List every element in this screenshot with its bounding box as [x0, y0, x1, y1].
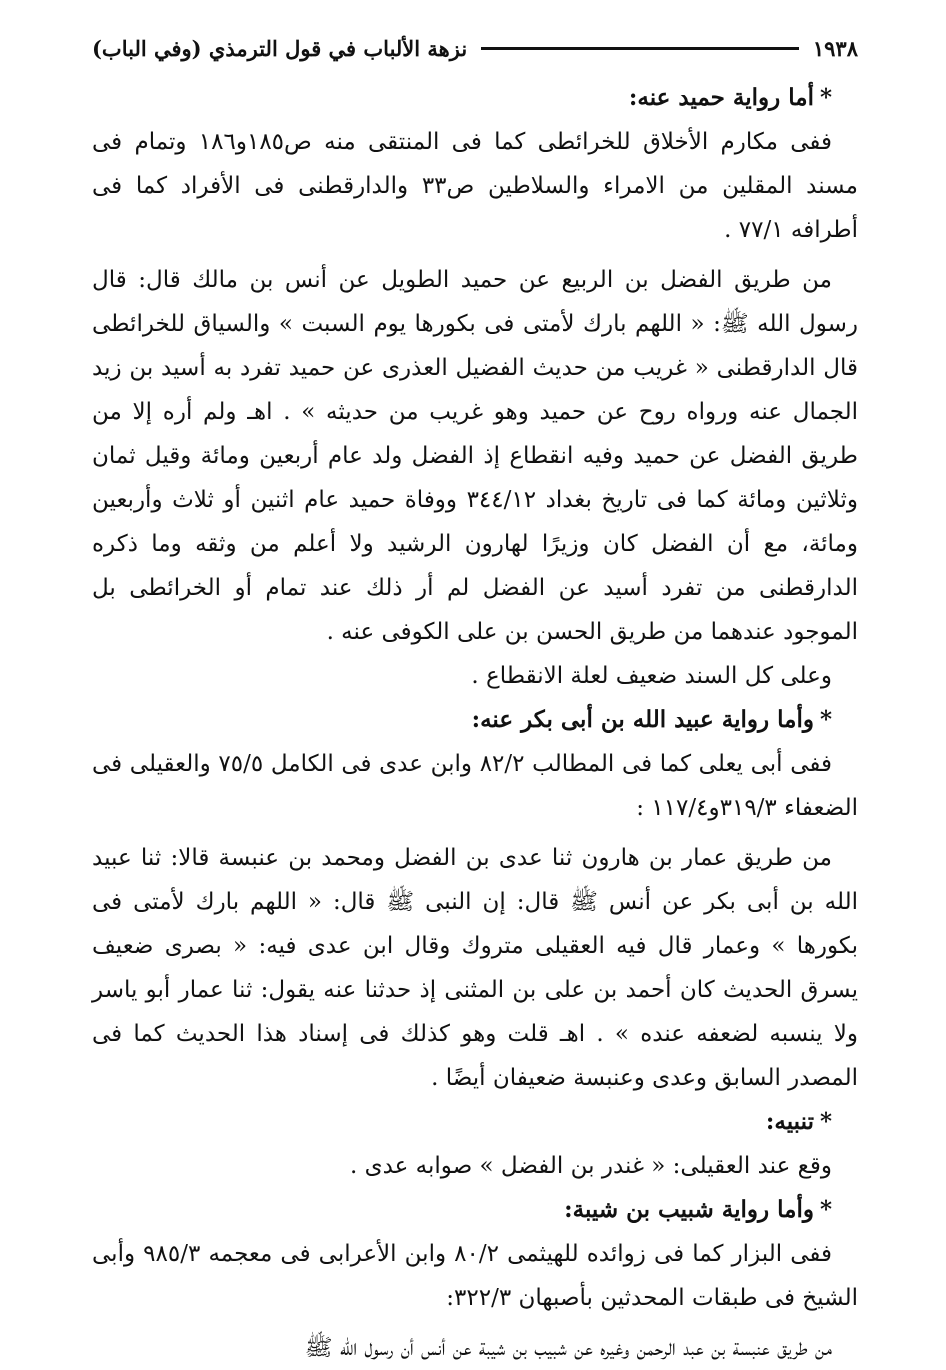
star-marker: *: [819, 1196, 832, 1223]
page-body: [92, 76, 858, 1370]
paragraph: ففى البزار كما فى زوائده للهيثمى ٨٠/٢ وابن الأعرابى فى معجمه ٩٨٥/٣ وأبى الشيخ فى طبقات المحدثين بأصبهان ٣٢٢/٣:: [92, 1241, 858, 1311]
paragraph: ففى مكارم الأخلاق للخرائطى كما فى المنتقى منه ص١٨٥و١٨٦ وتمام فى مسند المقلين من الامراء والسلاطين ص٣٣ والدارقطنى فى الأفراد كما فى أطرافه ٧٧/١ .: [92, 129, 858, 243]
page-header: [92, 30, 858, 66]
paragraph: وعلى كل السند ضعيف لعلة الانقطاع .: [471, 663, 832, 689]
section-heading: *وأما رواية عبيد الله بن أبى بكر عنه:: [471, 706, 832, 733]
star-marker: *: [819, 84, 832, 111]
paragraph: من طريق عنبسة بن عبد الرحمن وغيره عن شبيب بن شيبة عن أنس أن رسول الله ﷺ: [304, 1335, 832, 1361]
running-title: نزهة الألباب في قول الترمذي (وفي الباب): [92, 35, 468, 61]
section-heading: *أما رواية حميد عنه:: [628, 84, 832, 111]
paragraph: من طريق الفضل بن الربيع عن حميد الطويل عن أنس بن مالك قال: قال رسول الله ﷺ: « اللهم بارك لأمتى فى بكورها يوم السبت » والسياق للخرائطى قال الدارقطنى « غريب من حديث الفضيل العذرى عن حميد تفرد به أسيد بن زيد الجمال عنه ورواه روح عن حميد وهو غريب من حديثه » . اهـ ولم أره إلا من طريق الفضل عن حميد وفيه انقطاع إذ الفضل ولد عام أربعين ومائة وقيل ثمان وثلاثين ومائة كما فى تاريخ بغداد ٣٤٤/١٢ ووفاة حميد عام اثنين أو ثلاث وأربعين ومائة، مع أن الفضل كان وزيرًا لهارون الرشيد ولا أعلم من وثقه وما ذكره الدارقطنى من تفرد أسيد عن الفضل لم أر ذلك عند تمام أو الخرائطى بل الموجود عندهما من طريق الحسن بن على الكوفى عنه .: [92, 267, 858, 645]
section-heading: *تنبيه:: [765, 1108, 832, 1135]
paragraph: وقع عند العقيلى: « غندر بن الفضل » صوابه عدى .: [349, 1153, 832, 1179]
star-marker: *: [819, 706, 832, 733]
section-heading: *وأما رواية شبيب بن شيبة:: [564, 1196, 832, 1223]
paragraph: ففى أبى يعلى كما فى المطالب ٨٢/٢ وابن عدى فى الكامل ٧٥/٥ والعقيلى فى الضعفاء ٣١٩/٣و١١٧/٤ :: [92, 751, 858, 821]
page-number: ١٩٣٨: [812, 35, 858, 61]
star-marker: *: [819, 1108, 832, 1135]
paragraph: من طريق عمار بن هارون ثنا عدى بن الفضل ومحمد بن عنبسة قالا: ثنا عبيد الله بن أبى بكر عن أنس ﷺ قال: إن النبى ﷺ قال: « اللهم بارك لأمتى فى بكورها » وعمار قال فيه العقيلى متروك وقال ابن عدى فيه: « بصرى ضعيف يسرق الحديث كان أحمد بن على بن المثنى إذ حدثنا عنه يقول: ثنا عمار أبو ياسر ولا ينسبه لضعفه عنده » . اهـ قلت وهو كذلك فى إسناد هذا الحديث كما فى المصدر السابق وعدى وعنبسة ضعيفان أيضًا .: [92, 845, 858, 1091]
header-rule: [481, 47, 799, 50]
